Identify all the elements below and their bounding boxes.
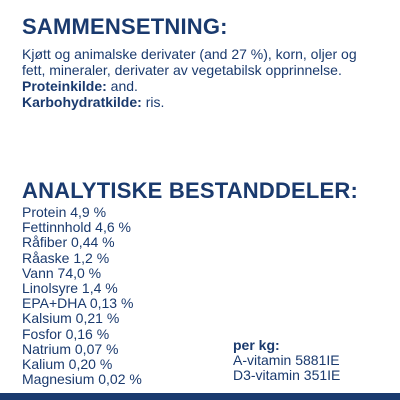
protein-source-label: Proteinkilde:	[22, 78, 107, 94]
analytics-heading: ANALYTISKE BESTANDDELER:	[22, 178, 359, 203]
protein-source-line	[22, 78, 382, 94]
bottom-bar	[0, 393, 400, 400]
analytics-item: Råfiber 0,44 %	[22, 234, 115, 251]
analytics-item: Protein 4,9 %	[22, 204, 107, 220]
per-kg-title: per kg:	[233, 337, 280, 353]
analytics-item: Kalsium 0,21 %	[22, 310, 120, 327]
carb-source-label: Karbohydratkilde:	[22, 94, 142, 110]
analytics-item: EPA+DHA 0,13 %	[22, 295, 134, 312]
carb-source-value: ris.	[141, 94, 165, 110]
composition-heading: SAMMENSETNING:	[22, 14, 228, 39]
per-kg-section	[233, 338, 340, 384]
composition-section	[22, 46, 382, 110]
composition-text: Kjøtt og animalske derivater (and 27 %), korn, oljer og fett, mineraler, derivater av vegetabilsk opprinnelse.	[22, 46, 357, 78]
analytics-list	[22, 205, 142, 387]
protein-source-value: and.	[106, 78, 138, 94]
analytics-item: Linolsyre 1,4 %	[22, 280, 118, 297]
analytics-item: Vann 74,0 %	[22, 264, 102, 281]
analytics-item: Kalium 0,20 %	[22, 356, 113, 373]
analytics-item: Fosfor 0,16 %	[22, 325, 110, 342]
analytics-item: Natrium 0,07 %	[22, 340, 119, 357]
carb-source-line	[22, 94, 382, 110]
analytics-item: Fettinnhold 4,6 %	[22, 219, 131, 236]
vitamin-d3-value: D3-vitamin 351IE	[233, 367, 341, 384]
analytics-item: Magnesium 0,02 %	[22, 371, 142, 388]
analytics-item: Råaske 1,2 %	[22, 249, 110, 266]
vitamin-a-value: A-vitamin 5881IE	[233, 352, 340, 369]
